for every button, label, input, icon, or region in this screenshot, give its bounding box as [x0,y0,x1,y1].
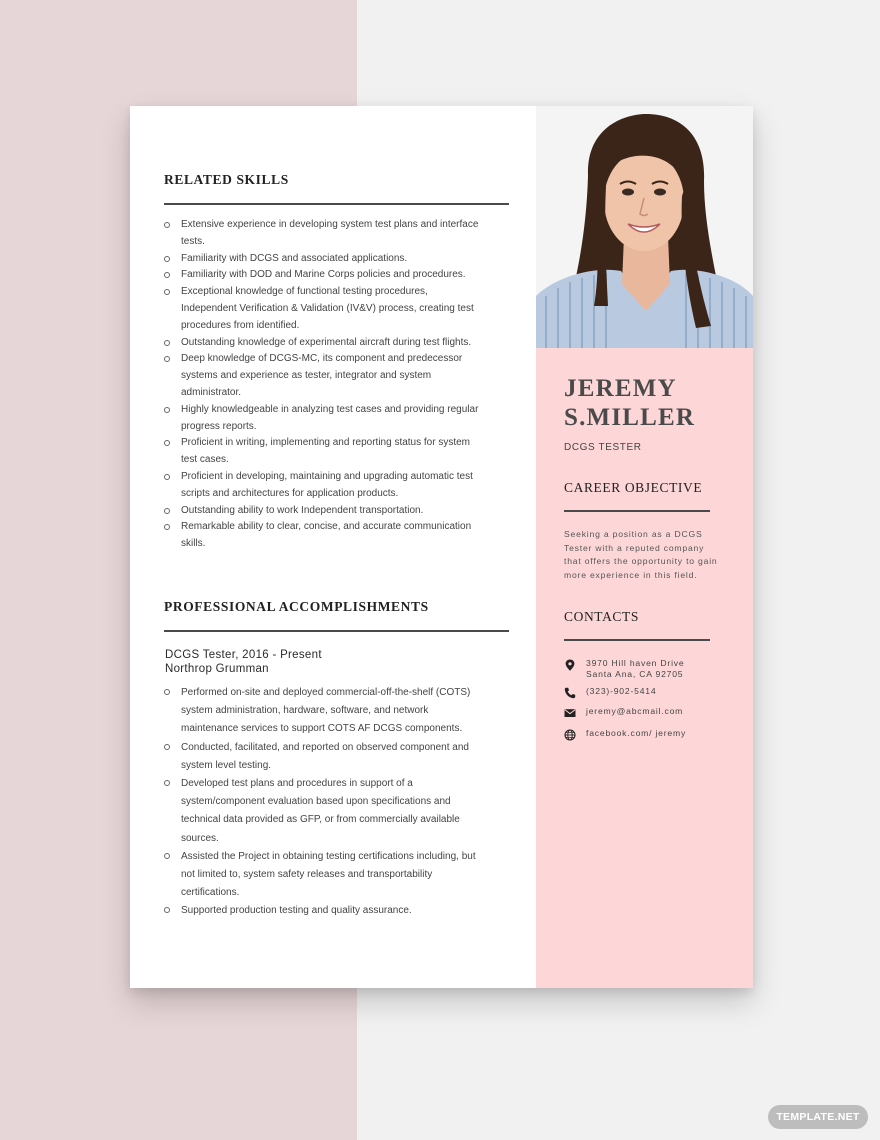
phone-number: (323)-902-5414 [586,686,657,696]
location-pin-icon [564,659,576,671]
job-role: DCGS TESTER [564,442,642,453]
address-line-2: Santa Ana, CA 92705 [586,668,684,679]
contacts-heading: CONTACTS [564,609,639,624]
profile-photo [536,106,753,348]
name-first: JEREMY [564,375,677,402]
job-title: DCGS Tester, 2016 - Present [165,649,322,661]
web-address: facebook.com/ jeremy [586,728,687,738]
name-last: S.MILLER [564,404,696,431]
list-item: Outstanding knowledge of experimental aircraft during test flights. [164,335,479,352]
list-item: Outstanding ability to work Independent transportation. [164,503,479,520]
portrait-illustration [536,106,753,348]
contact-address [564,658,684,679]
list-item: Developed test plans and procedures in support of a system/component evaluation based upon specifications and technical data provided as GFP, or from commercially available sources. [164,775,479,848]
list-item: Performed on-site and deployed commercial-off-the-shelf (COTS) system administration, hardware, software, and network maintenance services to support COTS AF DCGS components. [164,684,479,739]
resume-sidebar [536,106,753,988]
address-line-1: 3970 Hill haven Drive [586,658,685,668]
list-item: Familiarity with DCGS and associated applications. [164,251,479,268]
mail-icon [564,707,576,719]
list-item: Conducted, facilitated, and reported on observed component and system level testing. [164,739,479,775]
template-watermark: TEMPLATE.NET [768,1105,868,1129]
contact-phone [564,686,656,699]
contact-email [564,706,683,719]
related-skills-heading: RELATED SKILLS [164,172,289,187]
skills-divider [164,203,509,205]
accomplishments-heading: PROFESSIONAL ACCOMPLISHMENTS [164,599,429,614]
phone-icon [564,687,576,699]
contact-web [564,728,686,741]
list-item: Deep knowledge of DCGS-MC, its component and predecessor systems and experience as tester, integrator and system administrator. [164,351,479,401]
accomplishments-list [164,684,479,921]
objective-divider [564,510,710,512]
list-item: Remarkable ability to clear, concise, and accurate communication skills. [164,519,479,553]
list-item: Familiarity with DOD and Marine Corps policies and procedures. [164,267,479,284]
email-address: jeremy@abcmail.com [586,706,684,716]
resume-main-column [164,106,509,988]
contacts-divider [564,639,710,641]
resume-page [130,106,753,988]
career-objective-heading: CAREER OBJECTIVE [564,480,703,495]
list-item: Proficient in developing, maintaining and upgrading automatic test scripts and architectures for application products. [164,469,479,503]
accomplishments-divider [164,630,509,632]
list-item: Proficient in writing, implementing and reporting status for system test cases. [164,435,479,469]
skills-list [164,217,479,553]
list-item: Extensive experience in developing system test plans and interface tests. [164,217,479,251]
list-item: Supported production testing and quality assurance. [164,902,479,920]
list-item: Exceptional knowledge of functional testing procedures, Independent Verification & Validation (IV&V) process, creating test procedures from identified. [164,284,479,334]
list-item: Assisted the Project in obtaining testing certifications including, but not limited to, system safety releases and transportability certifications. [164,848,479,903]
career-objective-text: Seeking a position as a DCGS Tester with a reputed company that offers the opportunity to gain more experience in this field. [564,529,718,580]
list-item: Highly knowledgeable in analyzing test cases and providing regular progress reports. [164,402,479,436]
globe-icon [564,729,576,741]
job-company: Northrop Grumman [165,663,269,675]
